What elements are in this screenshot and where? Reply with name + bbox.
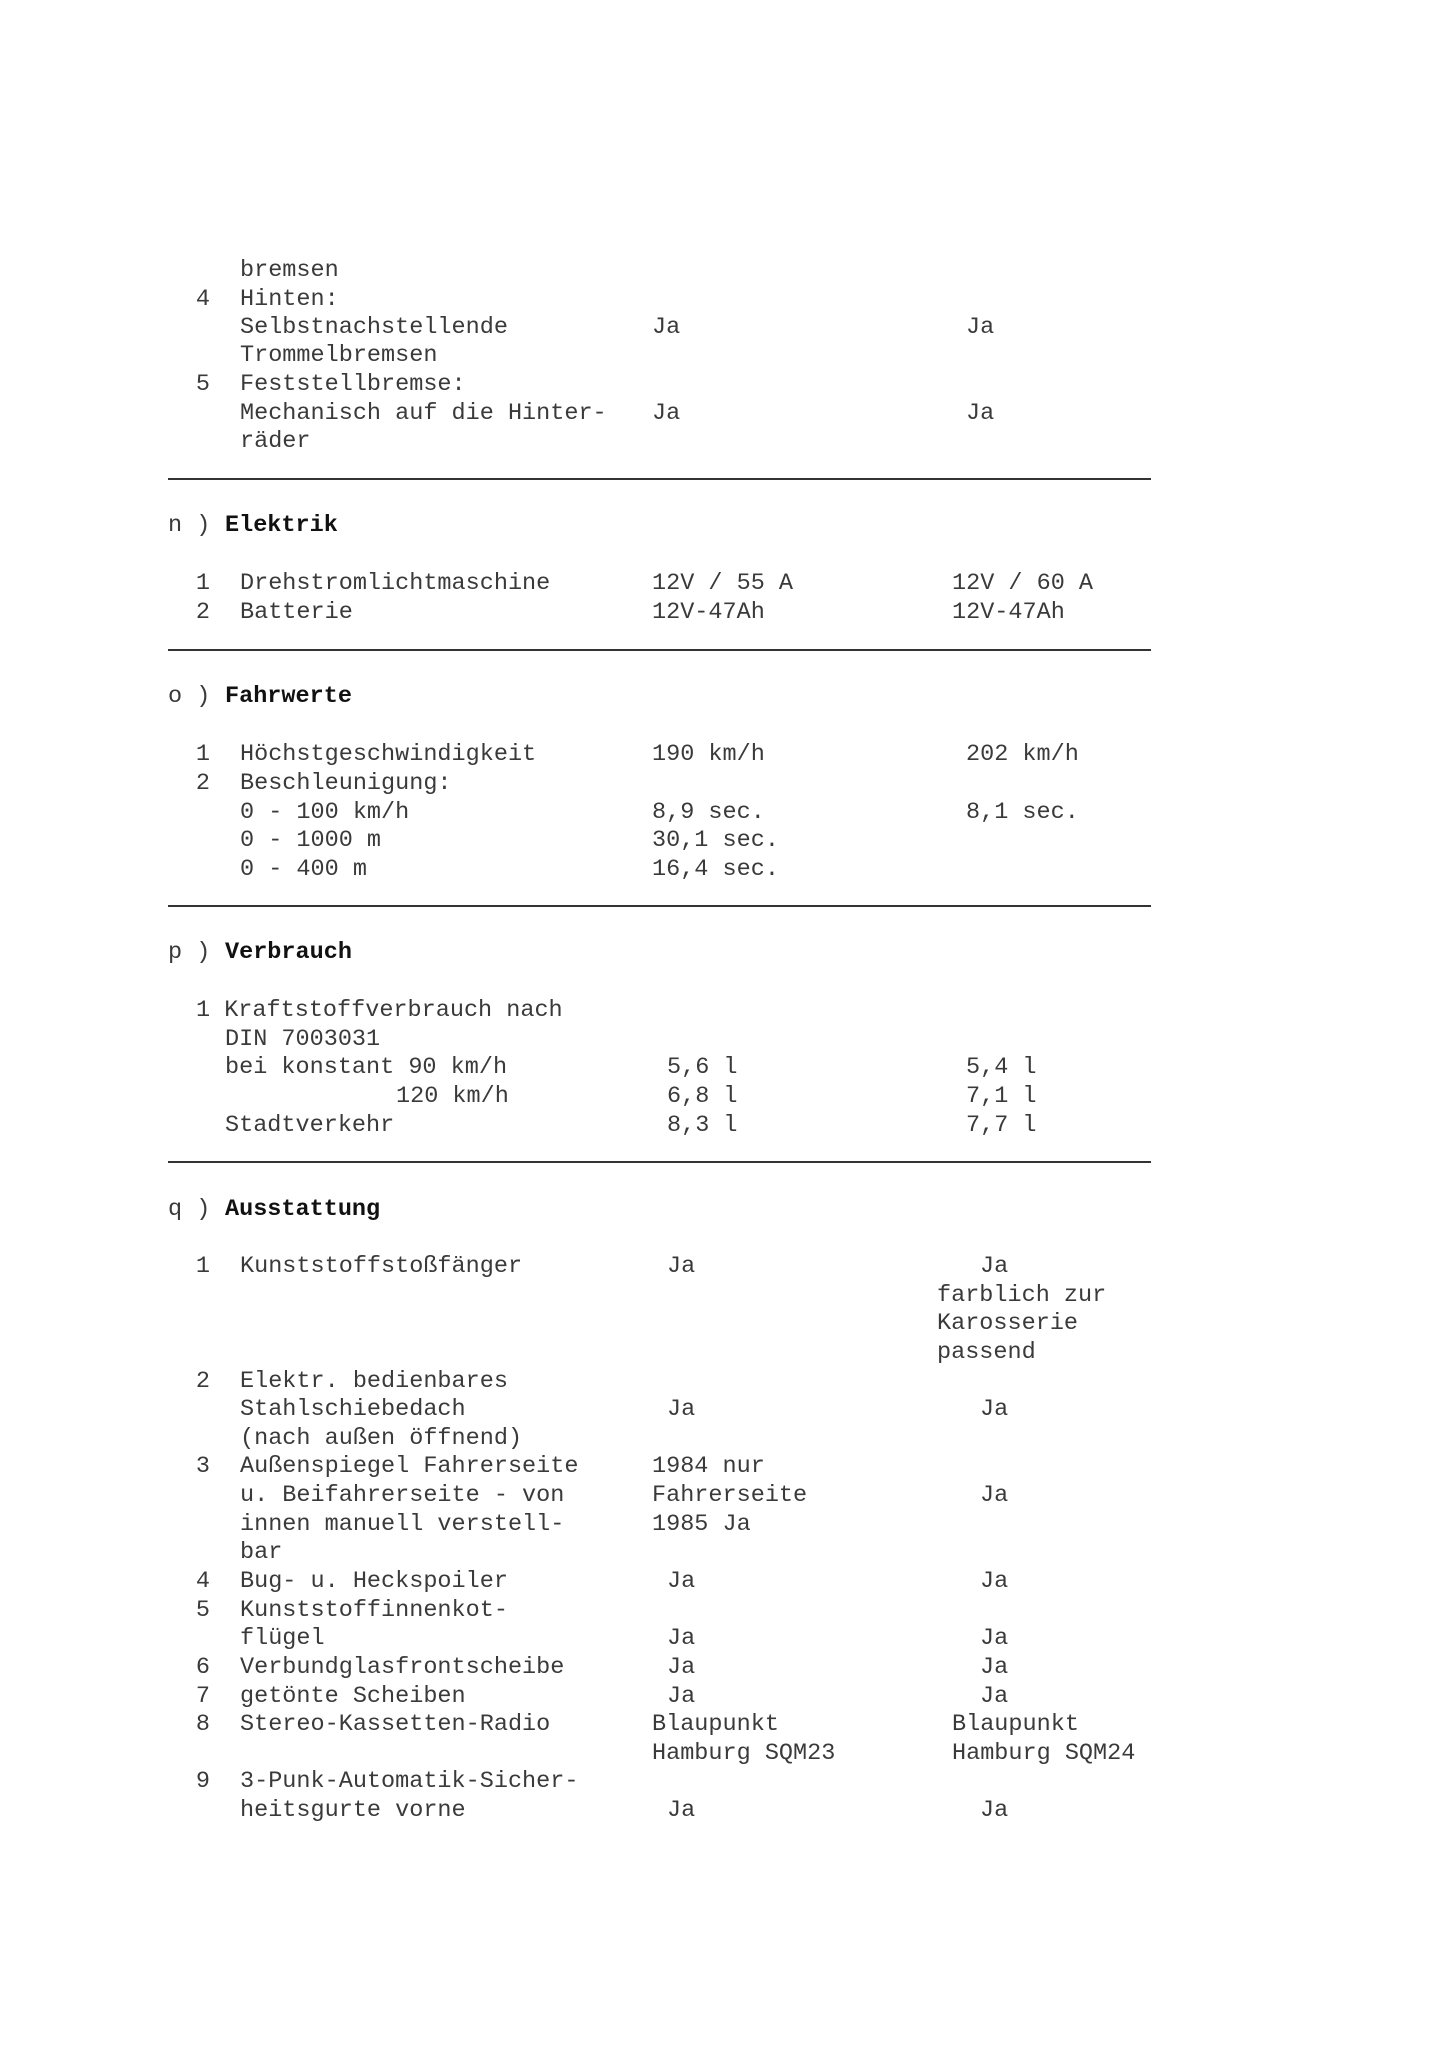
item-label: heitsgurte vorne — [240, 1797, 466, 1824]
item-number: 4 — [195, 286, 210, 313]
item-label: Beschleunigung: — [240, 770, 452, 797]
item-label: Höchstgeschwindigkeit — [240, 741, 537, 768]
item-number: 6 — [195, 1654, 210, 1681]
item-label: 3-Punk-Automatik-Sicher- — [240, 1768, 579, 1795]
item-label: Bug- u. Heckspoiler — [240, 1568, 508, 1595]
section-title: Elektrik — [225, 512, 338, 539]
value-col-b: 7,1 l — [966, 1083, 1037, 1110]
item-label: Stahlschiebedach — [240, 1396, 466, 1423]
value-col-b: 5,4 l — [966, 1054, 1037, 1081]
item-label: DIN 7003031 — [225, 1026, 381, 1053]
value-col-a: Ja — [667, 1683, 696, 1710]
value-col-b: Blaupunkt — [952, 1711, 1079, 1738]
item-number: 3 — [195, 1453, 210, 1480]
item-number: 2 — [195, 599, 210, 626]
item-number: 4 — [195, 1568, 210, 1595]
item-label: flügel — [240, 1625, 325, 1652]
item-number: 9 — [195, 1768, 210, 1795]
item-number: 2 — [195, 770, 210, 797]
item-label: u. Beifahrerseite - von — [240, 1482, 565, 1509]
value-col-a: 5,6 l — [667, 1054, 738, 1081]
item-label: Elektr. bedienbares — [240, 1368, 508, 1395]
item-number: 5 — [195, 371, 210, 398]
value-col-a: Ja — [667, 1396, 696, 1423]
item-label: Mechanisch auf die Hinter- — [240, 400, 607, 427]
item-label: räder — [240, 428, 311, 455]
item-label: 0 - 100 km/h — [240, 799, 410, 826]
value-col-a: Fahrerseite — [652, 1482, 808, 1509]
item-label: Stereo-Kassetten-Radio — [240, 1711, 551, 1738]
value-col-a: 1985 Ja — [652, 1511, 751, 1538]
value-col-a: Ja — [667, 1253, 696, 1280]
value-col-b: Ja — [980, 1568, 1009, 1595]
value-col-b: Karosserie — [937, 1310, 1079, 1337]
value-col-a: 6,8 l — [667, 1083, 738, 1110]
item-label: (nach außen öffnend) — [240, 1425, 523, 1452]
item-label: Feststellbremse: — [240, 371, 466, 398]
item-label: Drehstromlichtmaschine — [240, 570, 551, 597]
value-col-b: 7,7 l — [966, 1112, 1037, 1139]
item-label: Stadtverkehr — [225, 1112, 395, 1139]
section-divider — [168, 1161, 1151, 1163]
value-col-b: 12V / 60 A — [952, 570, 1094, 597]
value-col-b: Ja — [980, 1482, 1009, 1509]
value-col-b: farblich zur — [937, 1282, 1107, 1309]
value-col-a: Hamburg SQM23 — [652, 1740, 836, 1767]
item-label: 0 - 400 m — [240, 856, 367, 883]
value-col-b: Ja — [980, 1654, 1009, 1681]
value-col-a: Ja — [652, 314, 681, 341]
item-number: 8 — [195, 1711, 210, 1738]
value-col-a: 16,4 sec. — [652, 856, 779, 883]
section-letter: p ) — [168, 939, 211, 966]
value-col-a: Blaupunkt — [652, 1711, 779, 1738]
item-label: 1 Kraftstoffverbrauch nach — [196, 997, 563, 1024]
value-col-b: 8,1 sec. — [966, 799, 1079, 826]
item-label: Kunststoffstoßfänger — [240, 1253, 523, 1280]
item-number: 1 — [195, 570, 210, 597]
item-label: Hinten: — [240, 286, 339, 313]
value-col-b: passend — [937, 1339, 1036, 1366]
value-col-b: Ja — [966, 400, 995, 427]
item-label: Batterie — [240, 599, 353, 626]
value-col-b: Ja — [980, 1396, 1009, 1423]
value-col-a: Ja — [667, 1654, 696, 1681]
section-letter: o ) — [168, 683, 211, 710]
value-col-b: 12V-47Ah — [952, 599, 1065, 626]
item-label: Verbundglasfrontscheibe — [240, 1654, 565, 1681]
item-label: getönte Scheiben — [240, 1683, 466, 1710]
item-number: 2 — [195, 1368, 210, 1395]
item-number: 1 — [195, 741, 210, 768]
value-col-a: Ja — [652, 400, 681, 427]
section-divider — [168, 478, 1151, 480]
section-letter: n ) — [168, 512, 211, 539]
item-label: bar — [240, 1539, 283, 1566]
section-title: Verbrauch — [225, 939, 352, 966]
section-letter: q ) — [168, 1196, 211, 1223]
value-col-a: Ja — [667, 1568, 696, 1595]
value-col-a: 30,1 sec. — [652, 827, 779, 854]
value-col-b: 202 km/h — [966, 741, 1079, 768]
item-label: 0 - 1000 m — [240, 827, 382, 854]
item-label: innen manuell verstell- — [240, 1511, 565, 1538]
item-label: 120 km/h — [396, 1083, 509, 1110]
item-number: 1 — [195, 1253, 210, 1280]
value-col-a: 8,3 l — [667, 1112, 738, 1139]
value-col-b: Ja — [966, 314, 995, 341]
value-col-a: Ja — [667, 1625, 696, 1652]
item-label: Kunststoffinnenkot- — [240, 1597, 508, 1624]
text-line: bremsen — [240, 257, 339, 284]
item-label: bei konstant 90 km/h — [225, 1054, 508, 1081]
item-label: Selbstnachstellende — [240, 314, 508, 341]
section-divider — [168, 905, 1151, 907]
item-label: Trommelbremsen — [240, 342, 438, 369]
value-col-a: 12V-47Ah — [652, 599, 765, 626]
section-divider — [168, 649, 1151, 651]
item-number: 5 — [195, 1597, 210, 1624]
value-col-b: Ja — [980, 1625, 1009, 1652]
value-col-b: Ja — [980, 1683, 1009, 1710]
value-col-a: 1984 nur — [652, 1453, 765, 1480]
section-title: Ausstattung — [225, 1196, 381, 1223]
value-col-a: 8,9 sec. — [652, 799, 765, 826]
value-col-b: Hamburg SQM24 — [952, 1740, 1136, 1767]
item-label: Außenspiegel Fahrerseite — [240, 1453, 579, 1480]
value-col-a: 12V / 55 A — [652, 570, 794, 597]
value-col-b: Ja — [980, 1253, 1009, 1280]
value-col-b: Ja — [980, 1797, 1009, 1824]
value-col-a: 190 km/h — [652, 741, 765, 768]
section-title: Fahrwerte — [225, 683, 352, 710]
item-number: 7 — [195, 1683, 210, 1710]
value-col-a: Ja — [667, 1797, 696, 1824]
